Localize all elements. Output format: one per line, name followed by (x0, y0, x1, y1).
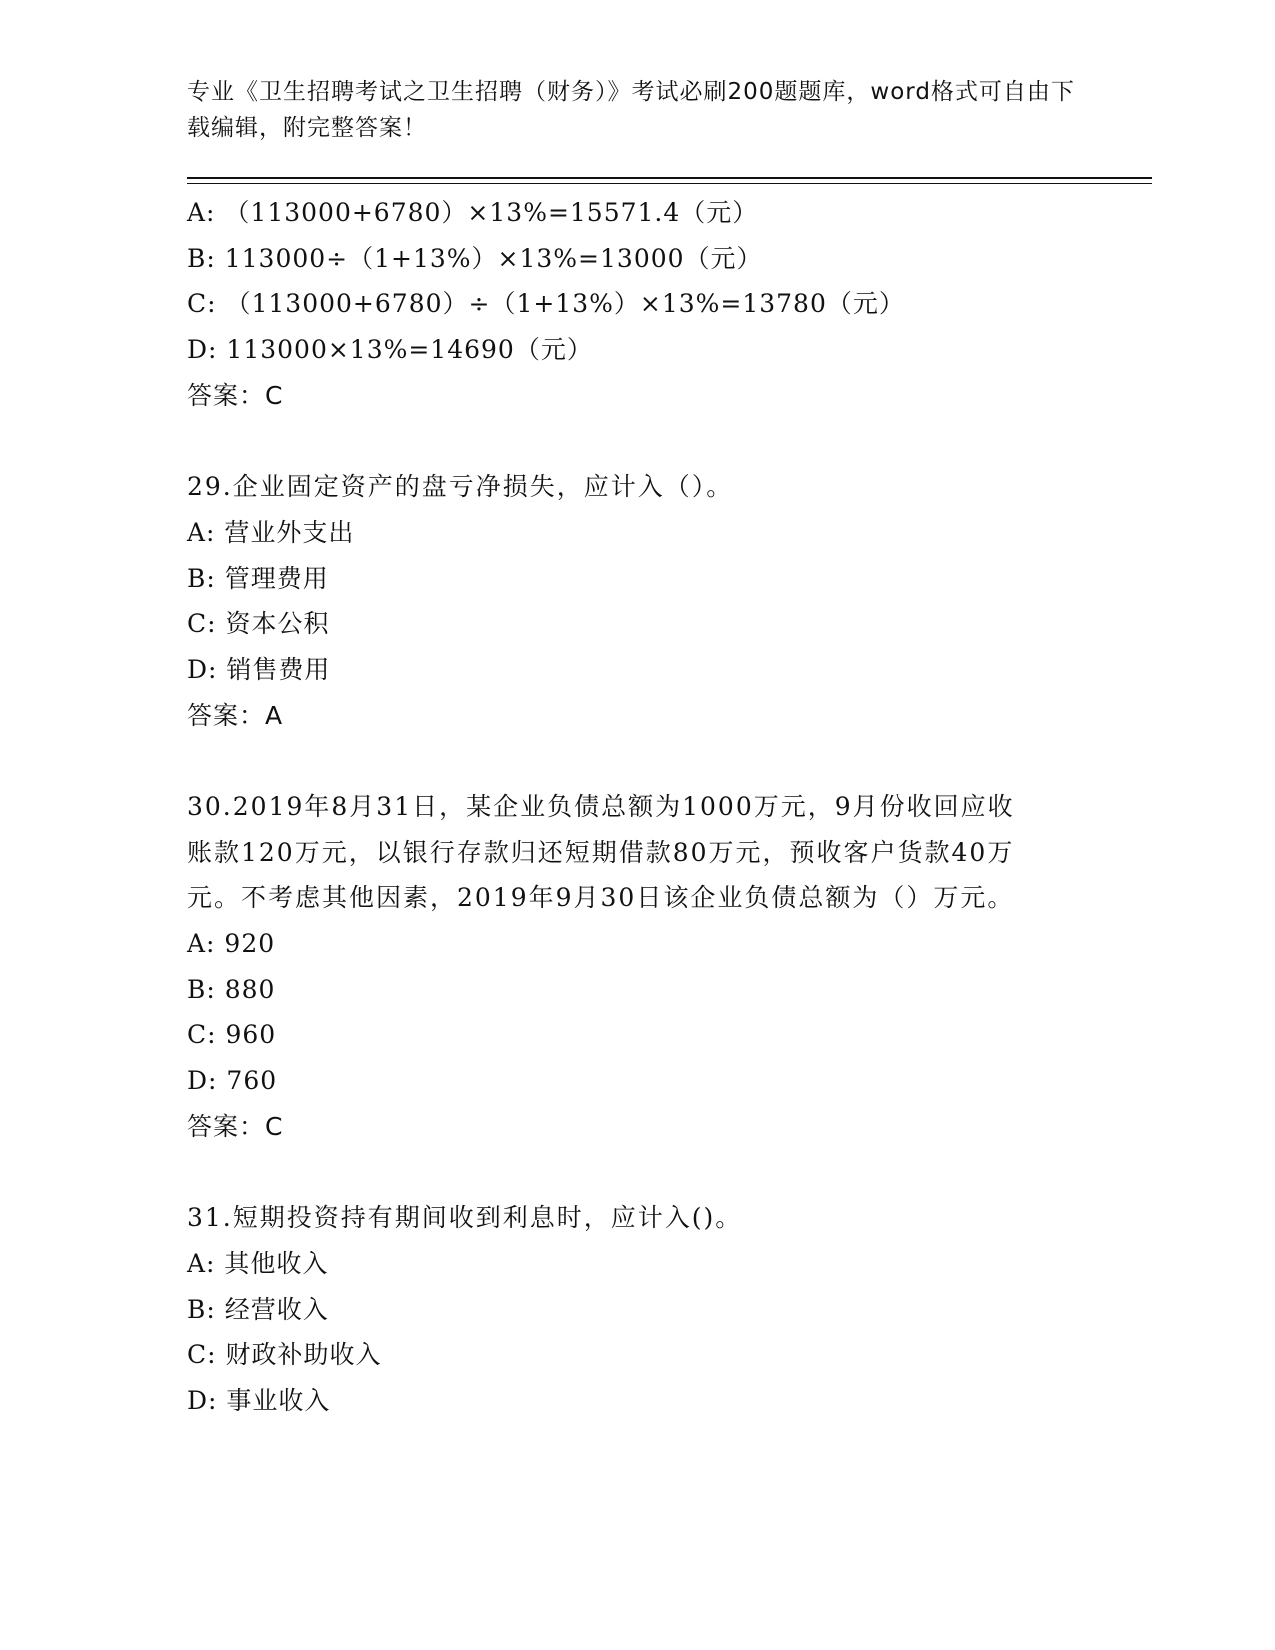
option-d: D: 事业收入 (187, 1385, 331, 1415)
spacer (187, 1150, 1087, 1196)
option-b: B: 经营收入 (187, 1294, 329, 1324)
header-rule-thin (187, 183, 1152, 184)
question-stem: 30.2019年8月31日，某企业负债总额为1000万元，9月份收回应收账款120万元，以银行存款归还短期借款80万元，预收客户货款40万元。不考虑其他因素，2019年9月30日该企业负债总额为（）万元。 (187, 791, 1015, 913)
spacer (187, 738, 1087, 784)
answer: 答案：A (187, 700, 284, 730)
option-d: D: 760 (187, 1066, 278, 1096)
question-stem: 31.短期投资持有期间收到利息时，应计入()。 (187, 1203, 743, 1233)
option-d: D: 113000×13%=14690（元） (187, 335, 593, 365)
option-b: B: 管理费用 (187, 563, 329, 593)
spacer (187, 418, 1087, 464)
option-b: B: 880 (187, 974, 276, 1004)
question-30 (187, 784, 1087, 1150)
option-c: C: 960 (187, 1020, 277, 1050)
option-c: C: 财政补助收入 (187, 1340, 382, 1370)
document-header: 专业《卫生招聘考试之卫生招聘（财务）》考试必刷200题题库，word格式可自由下载编辑，附完整答案！ (187, 79, 1075, 141)
question-31 (187, 1195, 1087, 1423)
question-28 (187, 190, 1087, 418)
option-c: C: （113000+6780）÷（1+13%）×13%=13780（元） (187, 289, 905, 319)
option-a: A: 920 (187, 929, 276, 959)
answer: 答案：C (187, 1111, 284, 1141)
question-stem: 29.企业固定资产的盘亏净损失，应计入（）。 (187, 472, 734, 502)
header-rule-thick (187, 177, 1152, 179)
option-a: A: 营业外支出 (187, 517, 355, 547)
question-list (187, 190, 1087, 1424)
option-c: C: 资本公积 (187, 609, 330, 639)
option-a: A: 其他收入 (187, 1248, 329, 1278)
option-a: A: （113000+6780）×13%=15571.4（元） (187, 198, 759, 227)
option-b: B: 113000÷（1+13%）×13%=13000（元） (187, 243, 763, 273)
question-29 (187, 464, 1087, 738)
option-d: D: 销售费用 (187, 654, 331, 684)
answer: 答案：C (187, 380, 284, 410)
